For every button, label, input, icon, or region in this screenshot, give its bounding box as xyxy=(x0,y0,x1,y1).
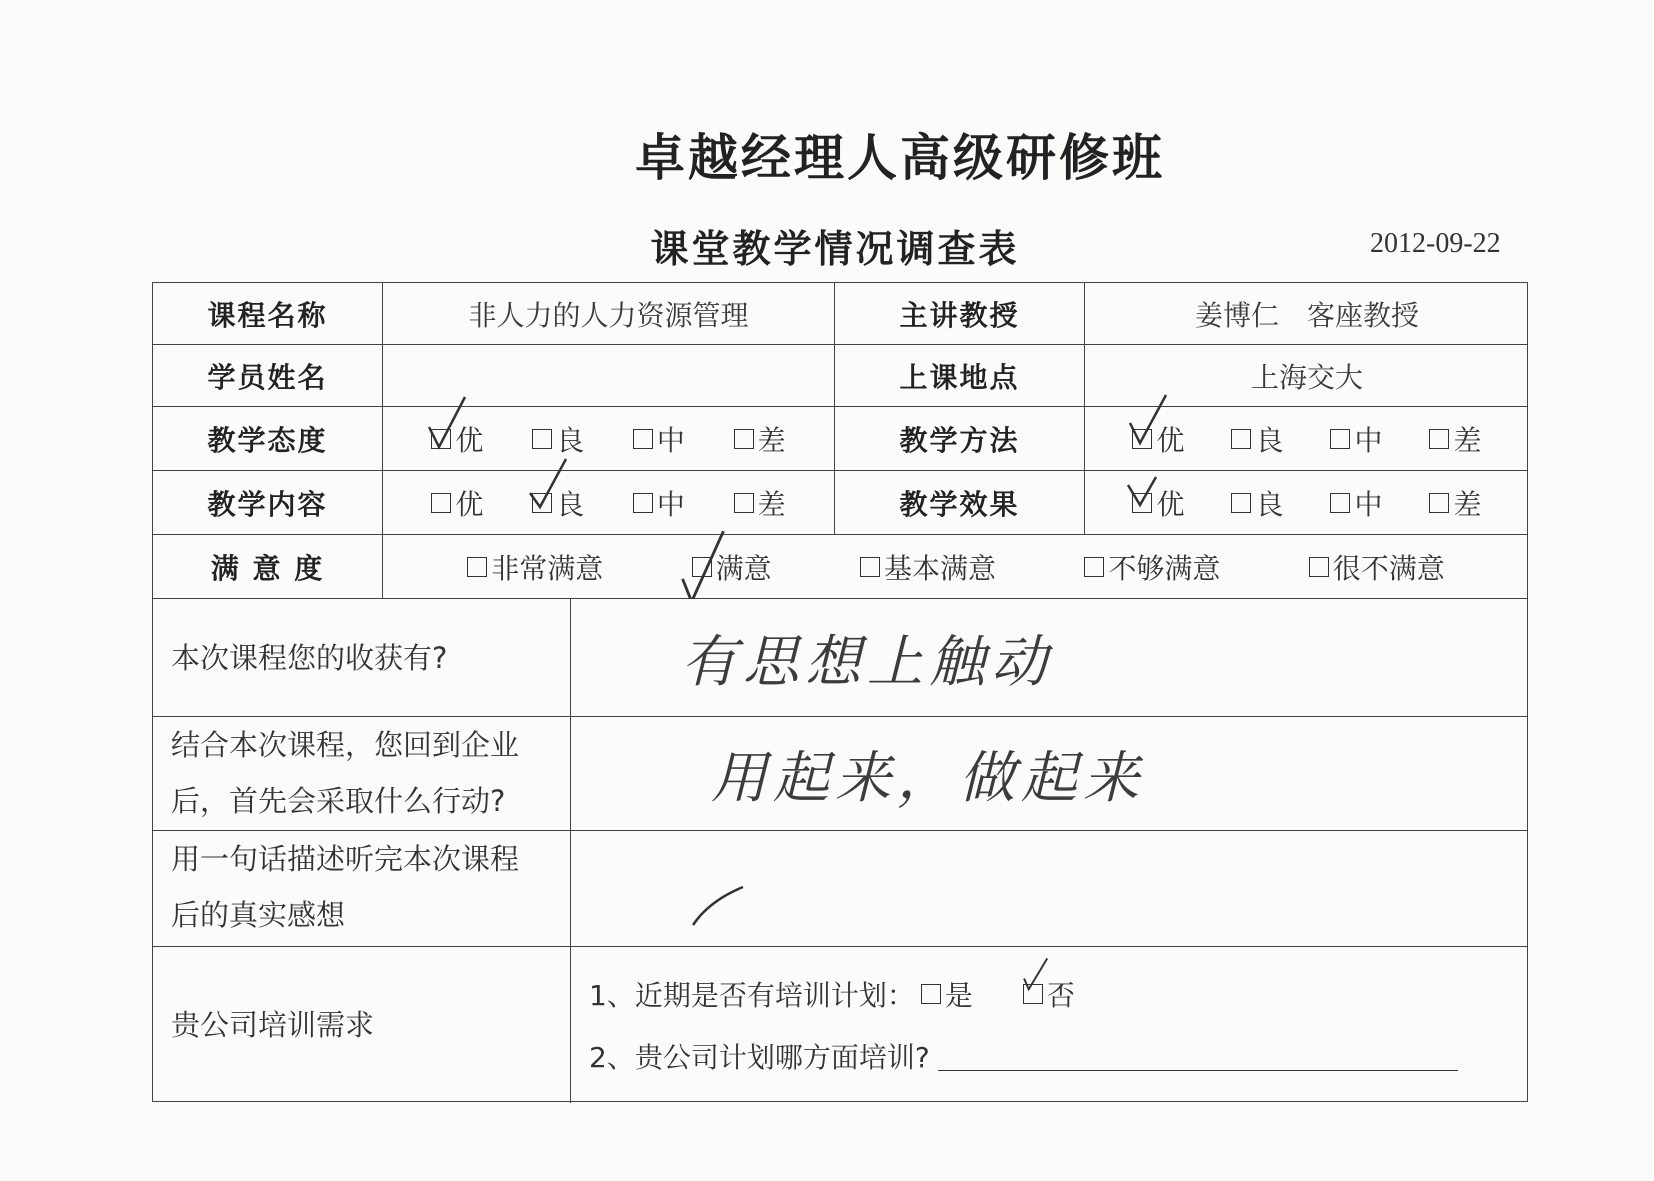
checkbox-icon[interactable] xyxy=(734,429,754,449)
attitude-option-2[interactable]: 中 xyxy=(633,419,685,459)
checkbox-icon[interactable] xyxy=(1084,557,1104,577)
satisfaction-option-1[interactable]: 满意 xyxy=(692,547,772,587)
checkbox-icon[interactable] xyxy=(1429,429,1449,449)
checkbox-icon[interactable] xyxy=(1132,429,1152,449)
effect-option-0[interactable]: 优 xyxy=(1132,483,1184,523)
training-label: 贵公司培训需求 xyxy=(153,947,571,1103)
q3-label-line1: 用一句话描述听完本次课程 xyxy=(171,842,520,876)
location-label: 上课地点 xyxy=(835,345,1085,406)
attitude-label: 教学态度 xyxy=(153,407,383,470)
checkbox-icon[interactable] xyxy=(1132,493,1152,513)
method-option-0[interactable]: 优 xyxy=(1132,419,1184,459)
method-option-3[interactable]: 差 xyxy=(1429,419,1481,459)
attitude-option-0[interactable]: 优 xyxy=(431,419,483,459)
training-area-input[interactable] xyxy=(938,1042,1458,1071)
checkbox-icon[interactable] xyxy=(532,493,552,513)
checkbox-icon[interactable] xyxy=(734,493,754,513)
effect-option-2[interactable]: 中 xyxy=(1330,483,1382,523)
form-date: 2012-09-22 xyxy=(1370,228,1501,259)
training-plan-line: 1、近期是否有培训计划： 是 否 xyxy=(589,974,1075,1014)
checkbox-icon[interactable] xyxy=(1429,493,1449,513)
checkbox-icon[interactable] xyxy=(1330,493,1350,513)
professor-label: 主讲教授 xyxy=(835,283,1085,344)
professor-value[interactable]: 姜博仁 客座教授 xyxy=(1194,298,1419,332)
checkbox-icon[interactable] xyxy=(633,493,653,513)
checkbox-icon[interactable] xyxy=(921,984,941,1004)
row-q1 xyxy=(153,599,1527,717)
attitude-options xyxy=(383,407,835,470)
training-needs xyxy=(571,947,1529,1103)
satisfaction-option-4[interactable]: 很不满意 xyxy=(1309,547,1445,587)
row-q3 xyxy=(153,831,1527,947)
method-option-1[interactable]: 良 xyxy=(1231,419,1283,459)
q1-answer[interactable]: 有思想上触动 xyxy=(681,629,1053,695)
checkbox-icon[interactable] xyxy=(1231,493,1251,513)
location-value[interactable]: 上海交大 xyxy=(1250,360,1363,394)
effect-option-3[interactable]: 差 xyxy=(1429,483,1481,523)
content-option-0[interactable]: 优 xyxy=(431,483,483,523)
row-satisfaction xyxy=(153,535,1527,599)
q3-label xyxy=(153,831,571,946)
q2-label-line2: 后，首先会采取什么行动? xyxy=(171,784,506,818)
pen-stroke-icon xyxy=(689,883,749,929)
attitude-option-1[interactable]: 良 xyxy=(532,419,584,459)
method-option-2[interactable]: 中 xyxy=(1330,419,1382,459)
method-options xyxy=(1085,407,1529,470)
satisfaction-option-0[interactable]: 非常满意 xyxy=(467,547,603,587)
attitude-option-3[interactable]: 差 xyxy=(734,419,786,459)
student-value[interactable] xyxy=(383,345,835,406)
checkbox-icon[interactable] xyxy=(1330,429,1350,449)
checkbox-icon[interactable] xyxy=(633,429,653,449)
checkbox-icon[interactable] xyxy=(431,429,451,449)
method-label: 教学方法 xyxy=(835,407,1085,470)
checkbox-icon[interactable] xyxy=(1309,557,1329,577)
course-value[interactable]: 非人力的人力资源管理 xyxy=(383,283,835,344)
checkbox-icon[interactable] xyxy=(532,429,552,449)
checkbox-icon[interactable] xyxy=(467,557,487,577)
checkbox-icon[interactable] xyxy=(860,557,880,577)
checkbox-icon[interactable] xyxy=(431,493,451,513)
course-label: 课程名称 xyxy=(153,283,383,344)
row-student xyxy=(153,345,1527,407)
q3-label-line2: 后的真实感想 xyxy=(171,898,346,932)
q2-answer[interactable]: 用起来，做起来 xyxy=(711,745,1145,811)
row-content-effect xyxy=(153,471,1527,535)
student-label: 学员姓名 xyxy=(153,345,383,406)
effect-label: 教学效果 xyxy=(835,471,1085,534)
survey-form xyxy=(152,282,1528,1102)
content-option-2[interactable]: 中 xyxy=(633,483,685,523)
checkbox-icon[interactable] xyxy=(1231,429,1251,449)
satisfaction-label: 满 意 度 xyxy=(153,535,383,598)
form-title: 卓越经理人高级研修班 xyxy=(635,129,1165,187)
content-option-3[interactable]: 差 xyxy=(734,483,786,523)
q1-label: 本次课程您的收获有? xyxy=(153,599,571,716)
form-subtitle: 课堂教学情况调查表 xyxy=(650,227,1020,271)
q2-label-line1: 结合本次课程，您回到企业 xyxy=(171,728,520,762)
content-option-1[interactable]: 良 xyxy=(532,483,584,523)
training-area-line: 2、贵公司计划哪方面培训? xyxy=(589,1036,1458,1076)
q3-answer[interactable] xyxy=(571,831,1529,946)
row-attitude-method xyxy=(153,407,1527,471)
q2-label xyxy=(153,717,571,830)
checkbox-icon[interactable] xyxy=(1023,984,1043,1004)
training-plan-yes[interactable]: 是 xyxy=(921,974,973,1014)
row-course xyxy=(153,283,1527,345)
row-q2 xyxy=(153,717,1527,831)
checkbox-icon[interactable] xyxy=(692,557,712,577)
effect-option-1[interactable]: 良 xyxy=(1231,483,1283,523)
content-options xyxy=(383,471,835,534)
satisfaction-options xyxy=(383,535,1529,598)
satisfaction-option-2[interactable]: 基本满意 xyxy=(860,547,996,587)
content-label: 教学内容 xyxy=(153,471,383,534)
satisfaction-option-3[interactable]: 不够满意 xyxy=(1084,547,1220,587)
row-training xyxy=(153,947,1527,1103)
effect-options xyxy=(1085,471,1529,534)
training-plan-no[interactable]: 否 xyxy=(1023,974,1075,1014)
